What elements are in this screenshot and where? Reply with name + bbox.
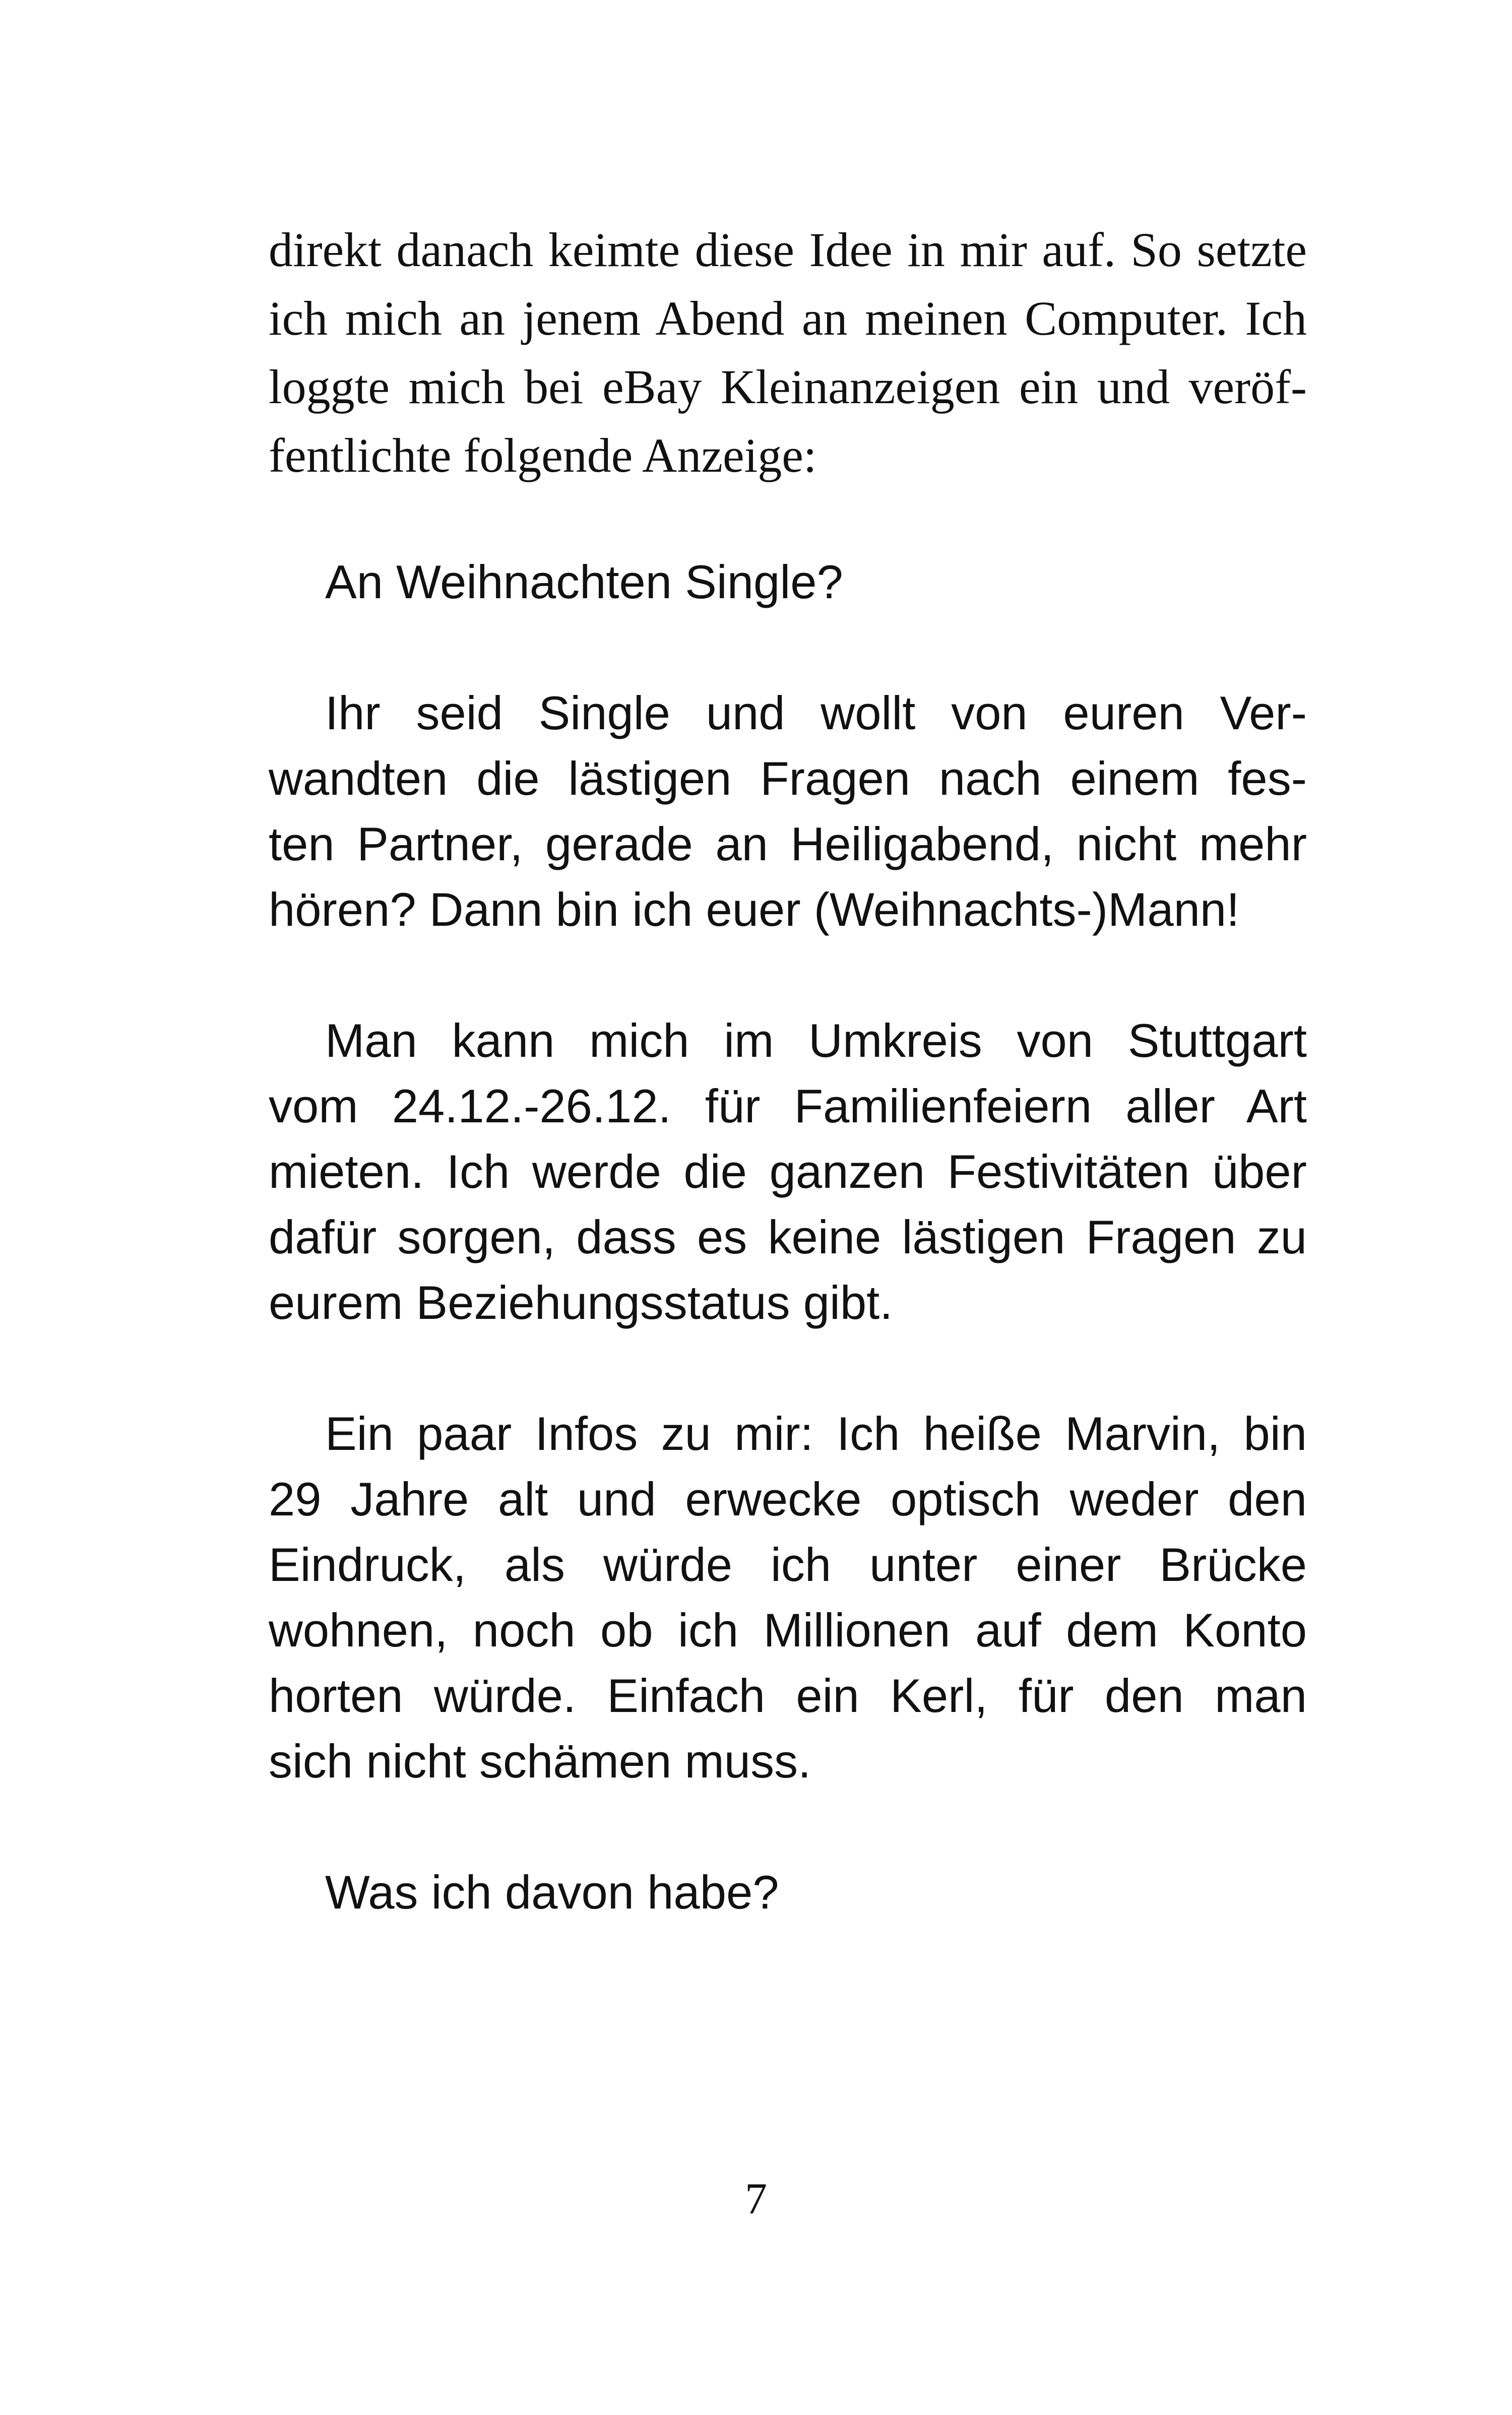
ad-paragraph-line: horten würde. Einfach ein Kerl, für den man [269, 1669, 1307, 1722]
ad-paragraph-line: ten Partner, gerade an Heiligabend, nicht mehr [269, 817, 1307, 870]
ad-paragraph-line: hören? Dann bin ich euer (Weihnachts-)Mann! [269, 883, 1240, 936]
ad-paragraph-line: 29 Jahre alt und erwecke optisch weder den [269, 1473, 1307, 1526]
ad-paragraph-line: mieten. Ich werde die ganzen Festivitäten über [269, 1145, 1307, 1198]
narrative-line: ich mich an jenem Abend an meinen Computer. Ich [269, 291, 1307, 345]
narrative-line: fentlichte folgende Anzeige: [269, 428, 817, 482]
ad-heading: An Weihnachten Single? [325, 555, 843, 608]
narrative-line: direkt danach keimte diese Idee in mir auf. So setzte [269, 223, 1307, 277]
ad-paragraph-line: eurem Beziehungsstatus gibt. [269, 1276, 893, 1329]
ad-paragraph-line: Man kann mich im Umkreis von Stuttgart [325, 1014, 1307, 1067]
ad-paragraph-line: wohnen, noch ob ich Millionen auf dem Konto [269, 1604, 1307, 1657]
narrative-line: loggte mich bei eBay Kleinanzeigen ein und veröf- [269, 360, 1307, 414]
ad-paragraph-line: sich nicht schämen muss. [269, 1735, 811, 1788]
page-number: 7 [745, 2175, 767, 2223]
ad-paragraph-line: Ein paar Infos zu mir: Ich heiße Marvin, bin [325, 1407, 1307, 1460]
ad-paragraph-line: wandten die lästigen Fragen nach einem fes- [269, 752, 1307, 805]
ad-paragraph-line: Eindruck, als würde ich unter einer Brücke [269, 1538, 1307, 1591]
ad-paragraph-line: vom 24.12.-26.12. für Familienfeiern aller Art [269, 1079, 1307, 1132]
ad-question: Was ich davon habe? [325, 1866, 779, 1919]
ad-paragraph-line: dafür sorgen, dass es keine lästigen Fragen zu [269, 1211, 1307, 1263]
ad-paragraph-line: Ihr seid Single und wollt von euren Ver- [325, 686, 1307, 739]
